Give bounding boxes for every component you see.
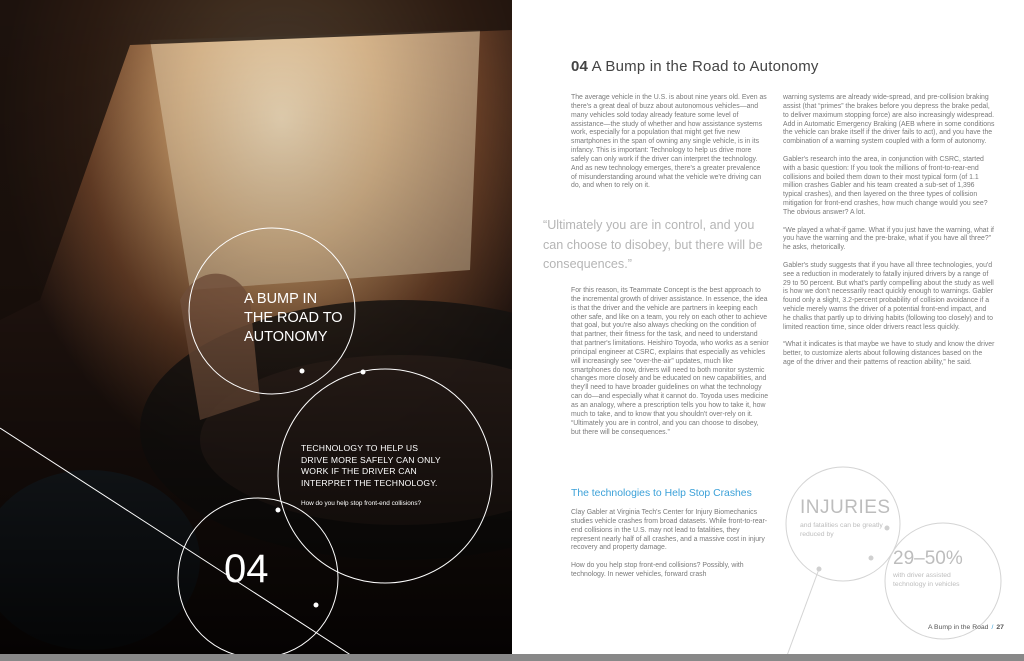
- callout-line: WORK IF THE DRIVER CAN: [301, 466, 417, 477]
- paragraph: “What it indicates is that maybe we have to study and know the driver better, to customize alerts about following distances based on the age of the driver and their patterns of reaction ability,” he said.: [783, 341, 995, 367]
- callout-text: [301, 443, 441, 489]
- column-1-top: [571, 94, 767, 200]
- paragraph: Gabler's study suggests that if you have all three technologies, you'd see a reduction in moderately to fatally injured drivers by a range of 29 to 50 percent. But what's partly compelling about the study as well is how we don't necessarily react quickly enough to warnings. Gabler found only a slight, 3.2-percent probability of collision avoidance if a vehicle merely warns the driver of a potential front-end impact, and he chalks that partly up to driving habits (following too closely) and to limited reaction time, since older drivers react less quickly.: [783, 261, 994, 331]
- headline-line: A BUMP IN: [244, 291, 318, 307]
- page-footer: [928, 624, 1004, 631]
- paragraph: Gabler's research into the area, in conjunction with CSRC, started with a basic question: If you took the millions of front-to-rear-end collisions and boiled them down to their most typical form (of 1.1 million crashes Gabler and his team created a sub-set of 1,396 typical crashes), and then layered on the three types of collision mitigation for front-end crashes, how much change would you see? The obvious answer? A lot.: [783, 155, 988, 216]
- title-text: A Bump in the Road to Autonomy: [591, 58, 819, 75]
- stat-percentage: 29–50%: [893, 548, 963, 569]
- subheading: The technologies to Help Stop Crashes: [571, 488, 752, 499]
- page-bottom-edge: [0, 654, 1024, 661]
- footer-slash: /: [991, 624, 994, 631]
- pull-quote: “Ultimately you are in control, and you can choose to disobey, but there will be consequences.”: [543, 218, 763, 271]
- paragraph: How do you help stop front-end collisions? Possibly, with technology. In newer vehicles, forward crash: [571, 562, 744, 578]
- title-number: 04: [571, 58, 589, 75]
- headline-line: THE ROAD TO: [244, 310, 343, 326]
- paragraph: “We played a what-if game. What if you just have the warning, what if you have the warning and the pre-brake, what if you have all three?” he asks, rhetorically.: [783, 226, 994, 252]
- paragraph: warning systems are already wide-spread, and pre-collision braking assist (that “primes” the brakes before you depress the brake pedal, to deliver maximum stopping force) are also increasingly widespread. Add in Automatic Emergency Braking (AEB where in some conditions the vehicle can brake itself if the driver fails to act), and you have the combination of a warning system coupled with a form of autonomy.: [783, 94, 995, 146]
- article-title: [571, 58, 819, 75]
- callout-line: INTERPRET THE TECHNOLOGY.: [301, 477, 438, 488]
- paragraph: Clay Gabler at Virginia Tech's Center for Injury Biomechanics studies vehicle crashes from broad datasets. While front-to-rear-end collisions in the U.S. may not lead to fatalities, they represent nearly half of all crashes, and a massive cost in injury recovery and property damage.: [571, 509, 768, 552]
- paragraph: The average vehicle in the U.S. is about nine years old. Even as there's a great deal of buzz about autonomous vehicles—and many vehicles sold today already feature some level of assistance—the study of whether and how assistance systems work, especially for a population that might get five new smartphones in the span of owning any single vehicle, is in its infancy. This is important: Technology to help us drive more safely can only work if the driver can interpret the technology. And as new technology emerges, there's a greater prevalence of misunderstanding around what the vehicle we're driving can do, and when to rely on it.: [571, 94, 767, 190]
- callout-question: How do you help stop front-end collisions?: [301, 500, 422, 507]
- column-1-middle: [571, 287, 769, 446]
- paragraph: For this reason, its Teammate Concept is the best approach to the incremental growth of driver assistance. In essence, the idea is that the driver and the vehicle are partners in keeping each other safe, and like on a team, you rely on each other to achieve that goal, but you're also always checking on the condition of that partner, their fitness for the task, and need to understand that partner's limitations. Heishiro Toyoda, who works as a senior principal engineer at CSRC, explains that especially as vehicles will increasingly see “over-the-air” updates, much like smartphones do now, drivers will need to both monitor systemic changes more closely and be educated on new capabilities, and they'll need to have broader guidelines on what the technology can do—and especially what it cannot do. Toyoda uses medicine as an analogy, where a prescription tells you how to take it, how much to take, and to know that you shouldn't over-rely on it. “Ultimately you are in control, and you can choose to disobey, but there will be consequences.”: [571, 287, 769, 436]
- section-number: 04: [224, 547, 269, 591]
- feature-headline: [244, 290, 343, 347]
- callout-line: TECHNOLOGY TO HELP US: [301, 443, 419, 453]
- stat-percentage-caption: with driver assisted technology in vehicles: [893, 572, 960, 588]
- page-number: 27: [996, 624, 1004, 631]
- stat-injuries-caption: and fatalities can be greatly reduced by: [800, 522, 883, 538]
- callout-line: DRIVE MORE SAFELY CAN ONLY: [301, 454, 441, 465]
- headline-line: AUTONOMY: [244, 329, 328, 345]
- column-1-bottom: [571, 509, 769, 589]
- column-2: [783, 94, 995, 377]
- stat-injuries-label: INJURIES: [800, 497, 891, 518]
- footer-title: A Bump in the Road: [928, 624, 989, 631]
